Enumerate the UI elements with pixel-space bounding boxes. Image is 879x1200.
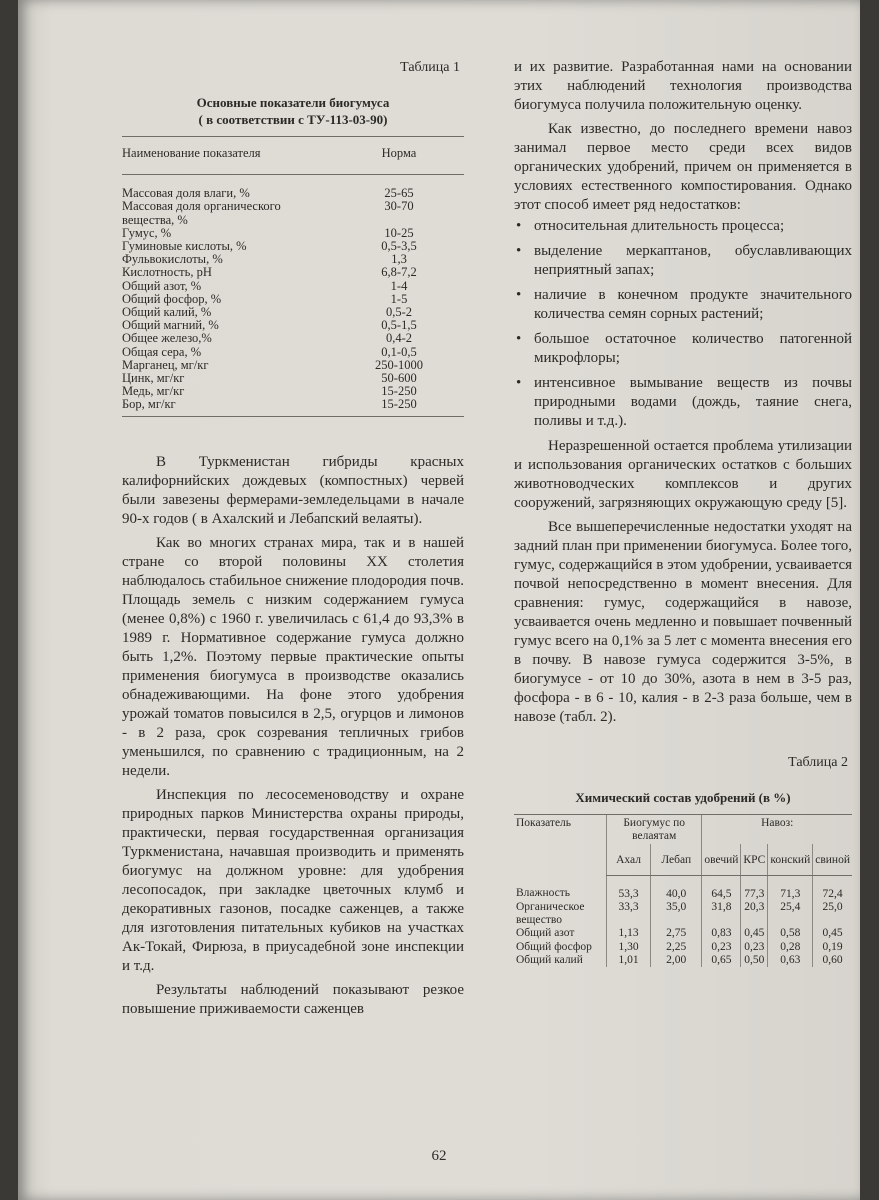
cell: 0,50 [741, 953, 768, 967]
table-row [122, 398, 464, 416]
cell: 40,0 [651, 875, 702, 900]
table-row [514, 926, 852, 940]
right-paragraph-4: Все вышеперечисленные недостатки уходят на задний план при применении биогумуса. Более того, гумус, содержащийся в этом удобрении, усваивается почвой непосредственно в момент внесения. Для сравнения: гумус, содержащийся в навозе, усваивается очень медленно и повышает почвенный гумус всего на 0,1% за 5 лет с момента внесения его в почву. В навозе гумуса содержится 3-5%, в биогумусе - от 10 до 30%, азота в нем в 3-5 раз, фосфора - в 6 - 10, калия - в 2-3 раза больше, чем в навозе (табл. 2). [514, 519, 852, 725]
cell: 2,75 [651, 926, 702, 940]
row-name: Общий калий [516, 954, 583, 966]
drawbacks-list [514, 217, 852, 431]
row-value: 0,1-0,5 [381, 344, 417, 359]
table1 [122, 136, 464, 417]
row-name: Общее железо,% [122, 331, 212, 346]
table1-caption: Таблица 1 [400, 60, 460, 75]
table2-header-manure: Навоз: [702, 815, 852, 845]
cell: 0,23 [702, 940, 741, 954]
cell: 64,5 [702, 875, 741, 900]
cell: 72,4 [813, 875, 852, 900]
cell: 35,0 [651, 900, 702, 926]
cell: 33,3 [607, 900, 651, 926]
right-paragraph-3: Неразрешенной остается проблема утилизации и использования органических остатков с больших животноводческих комплексов и других сооружений, загрязняющих окружающую среду [5]. [514, 438, 852, 511]
row-value: 10-25 [384, 225, 414, 240]
row-name: Кислотность, рН [122, 265, 212, 280]
table-row [514, 900, 852, 926]
cell: 0,60 [813, 953, 852, 967]
row-name: Медь, мг/кг [122, 384, 185, 399]
row-name: Цинк, мг/кг [122, 371, 185, 386]
row-name: Общий азот [516, 927, 575, 939]
cell: 0,28 [768, 940, 813, 954]
cell: 31,8 [702, 900, 741, 926]
cell: 2,00 [651, 953, 702, 967]
row-name: Массовая доля органического вещества, % [122, 199, 281, 227]
list-item: • выделение меркаптанов, обуславливающих неприятный запах; [514, 242, 852, 280]
table1-col-norm: Норма [334, 137, 464, 175]
right-paragraph-1: и их развитие. Разработанная нами на основании этих наблюдений технология производства биогумуса получила положительную оценку. [514, 59, 852, 113]
table-row [122, 346, 464, 359]
row-name: Влажность [516, 887, 571, 899]
row-name: Общий калий, % [122, 305, 212, 320]
cell: 2,25 [651, 940, 702, 954]
row-value: 1,3 [391, 252, 407, 267]
cell: 25,0 [813, 900, 852, 926]
row-name: Бор, мг/кг [122, 398, 334, 416]
row-value: 30-70 [384, 199, 414, 214]
row-value: 0,5-1,5 [381, 318, 417, 333]
table1-title [122, 94, 464, 128]
table1-title-line1: Основные показатели биогумуса [196, 95, 390, 110]
row-value: 15-250 [334, 398, 464, 416]
cell: 20,3 [741, 900, 768, 926]
cell: 0,63 [768, 953, 813, 967]
left-paragraph-1: В Туркменистан гибриды красных калифорнийских дождевых (компостных) червей были завезены фермерами-земледельцами в начале 90-х годов ( в Ахалский и Лебапский велаяты). [122, 453, 464, 527]
col-lebap: Лебап [651, 844, 702, 875]
right-paragraph-2: Как известно, до последнего времени навоз занимал первое место среди всех видов органических удобрений, причем он применяется в условиях естественного компостирования. Однако этот способ имеет ряд недостатков: [514, 121, 852, 213]
table-row [514, 953, 852, 967]
table-row [122, 266, 464, 279]
row-name: Общий фосфор [516, 940, 592, 953]
table-row [122, 332, 464, 345]
row-value: 6,8-7,2 [381, 265, 417, 280]
list-item: • наличие в конечном продукте значительного количества семян сорных растений; [514, 286, 852, 324]
col-ahal: Ахал [607, 844, 651, 875]
row-value: 1-4 [390, 278, 408, 293]
col-cattle: КРС [741, 844, 768, 875]
col-horse: конский [768, 844, 813, 875]
table2-header-biohumus: Биогумус по велаятам [607, 815, 702, 845]
cell: 0,65 [702, 953, 741, 967]
left-paragraph-3: Инспекция по лесосеменоводству и охране природных парков Министерства охраны природы, практически, первая государственная организация Туркменистана, начавшая производить и применять биогумус на должном уровне: для удобрения лесопосадок, при закладке цветочных клумб и декоративных газонов, посадке саженцев, а также для изготовления питательных кубиков на участках Ак-Токай, Фирюза, в приусадебной зоне инспекции и т.д. [122, 786, 464, 974]
row-name: Гуминовые кислоты, % [122, 239, 247, 254]
cell: 1,01 [607, 953, 651, 967]
row-name: Массовая доля влаги, % [122, 186, 250, 201]
table2-title: Химический состав удобрений (в %) [575, 790, 791, 805]
row-value: 0,5-3,5 [381, 239, 417, 254]
list-item: • интенсивное вымывание веществ из почвы природными водами (дождь, таяние снега, поливы и т.д.). [514, 374, 852, 431]
table-row [122, 280, 464, 293]
page-number: 62 [431, 1148, 447, 1164]
cell: 0,19 [813, 940, 852, 954]
cell: 1,30 [607, 940, 651, 954]
row-value: 50-600 [381, 371, 417, 386]
left-column [122, 60, 464, 1019]
row-name: Фульвокислоты, % [122, 252, 223, 267]
cell: 1,13 [607, 926, 651, 940]
row-name: Органическое вещество [516, 901, 585, 926]
row-name: Общий азот, % [122, 278, 202, 293]
row-name: Общий магний, % [122, 318, 219, 333]
row-name: Гумус, % [122, 225, 172, 240]
left-paragraph-4: Результаты наблюдений показывают резкое повышение приживаемости саженцев [122, 981, 464, 1017]
table1-title-line2: ( в соответствии с ТУ-113-03-90) [198, 112, 388, 127]
row-name: Марганец, мг/кг [122, 357, 209, 372]
cell: 0,23 [741, 940, 768, 954]
cell: 77,3 [741, 875, 768, 900]
left-paragraph-2: Как во многих странах мира, так и в нашей стране со второй половины XX столетия наблюдалось стабильное снижение плодородия почв. Площадь земель с низким содержанием гумуса (менее 0,8%) с 1960 г. увеличилась с 61,4 до 93,3% в 1989 г. Нормативное содержание гумуса должно быть 1,2%. Поэтому первые практические опыты применения биогумуса в производстве оказались обнадеживающими. На фоне этого удобрения урожай томатов повысился в 2,5, огурцов и лимонов - в 2 раза, срок созревания тепличных грибов уменьшился, по сравнению с традиционным, на 2 недели. [122, 534, 464, 779]
row-value: 1-5 [390, 291, 408, 306]
row-value: 0,5-2 [385, 305, 413, 320]
table-row [122, 200, 464, 226]
cell: 53,3 [607, 875, 651, 900]
list-item: • большое остаточное количество патогенной микрофлоры; [514, 330, 852, 368]
right-column [514, 58, 852, 967]
cell: 0,45 [741, 926, 768, 940]
cell: 25,4 [768, 900, 813, 926]
row-name: Общая сера, % [122, 344, 202, 359]
table2-caption: Таблица 2 [788, 755, 848, 770]
book-page [18, 0, 860, 1200]
cell: 71,3 [768, 875, 813, 900]
row-value: 15-250 [381, 384, 417, 399]
cell: 0,45 [813, 926, 852, 940]
row-value: 0,4-2 [385, 331, 413, 346]
list-item: • относительная длительность процесса; [514, 217, 852, 236]
cell: 0,58 [768, 926, 813, 940]
table-row [514, 940, 852, 954]
col-pig: свиной [813, 844, 852, 875]
table-row [514, 875, 852, 900]
col-sheep: овечий [702, 844, 741, 875]
row-name: Общий фосфор, % [122, 291, 222, 306]
table-row [122, 175, 464, 201]
row-value: 250-1000 [375, 357, 423, 372]
row-value: 25-65 [384, 186, 414, 201]
table2 [514, 814, 852, 967]
cell: 0,83 [702, 926, 741, 940]
table1-col-name: Наименование показателя [122, 137, 334, 175]
table2-header-indicator: Показатель [514, 815, 607, 876]
